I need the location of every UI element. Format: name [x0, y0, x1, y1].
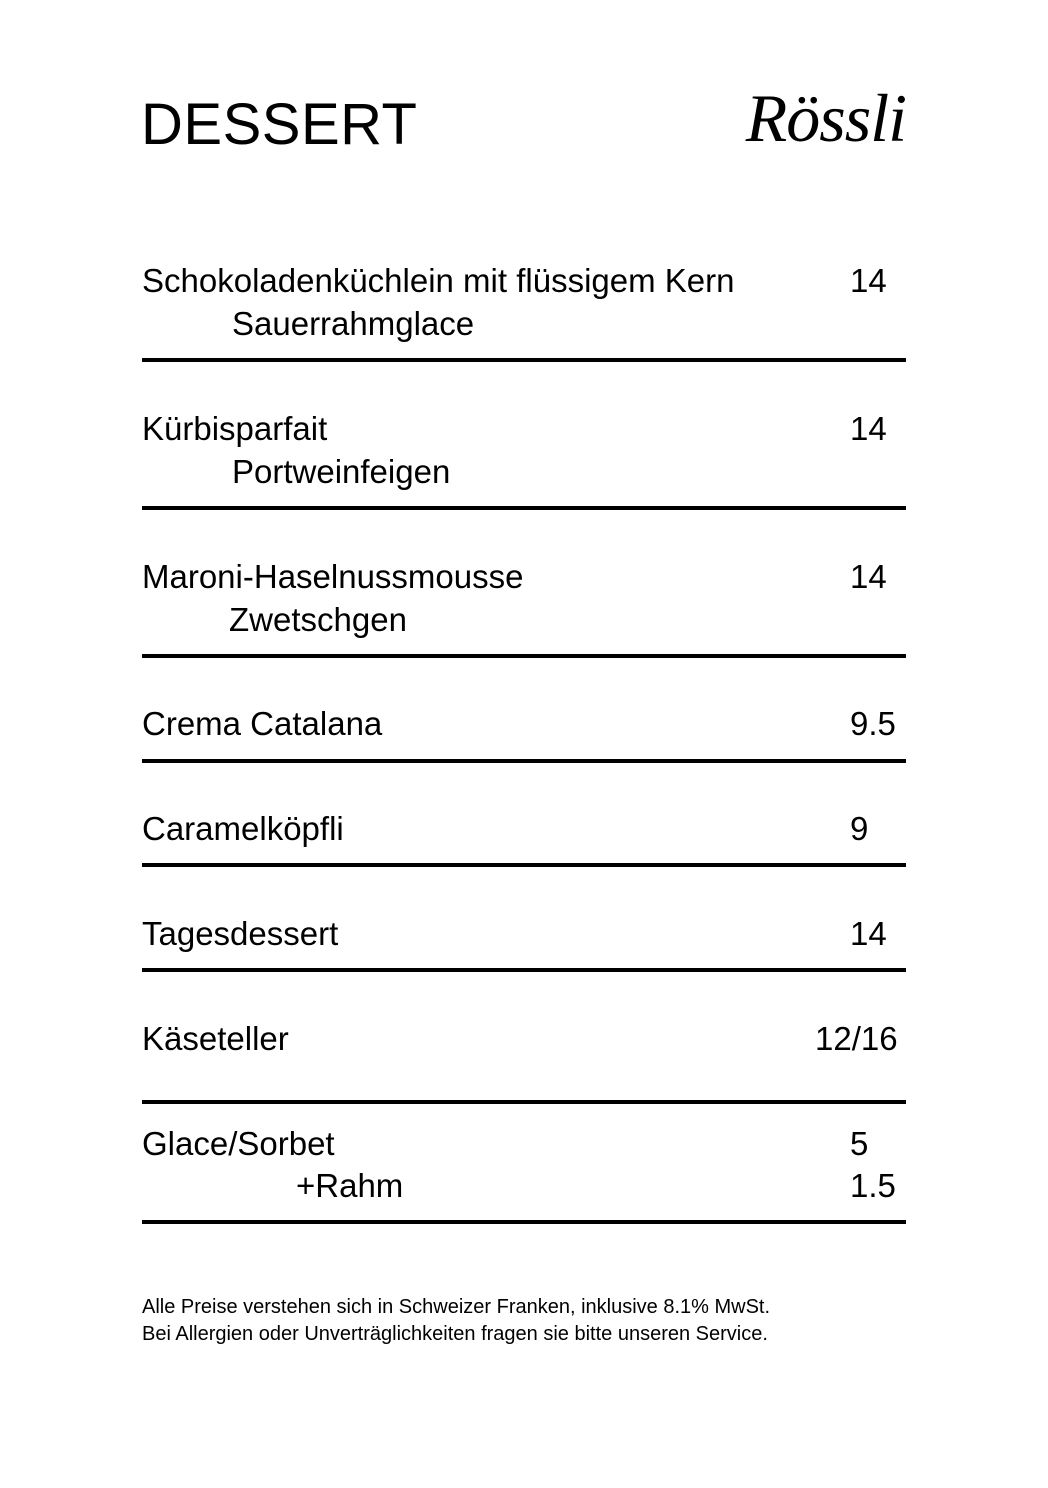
menu-item-name: Maroni-Haselnussmousse: [142, 558, 524, 595]
menu-item-name: Glace/Sorbet: [142, 1125, 335, 1162]
divider: [142, 358, 906, 362]
menu-item-price: 9.5: [850, 705, 896, 742]
footer-line-prices: Alle Preise verstehen sich in Schweizer Franken, inklusive 8.1% MwSt.: [142, 1296, 771, 1318]
menu-item-addon: +Rahm: [296, 1167, 404, 1204]
menu-item-name: Crema Catalana: [142, 705, 383, 742]
menu-item-name: Schokoladenküchlein mit flüssigem Kern: [142, 262, 735, 299]
menu-item-name: Caramelköpfli: [142, 810, 344, 847]
divider: [142, 968, 906, 972]
menu-item-price: 14: [850, 915, 887, 952]
divider: [142, 506, 906, 510]
menu-item-price: 14: [850, 558, 887, 595]
menu-item-price: 14: [850, 262, 887, 299]
footer-line-allergies: Bei Allergien oder Unverträglichkeiten fragen sie bitte unseren Service.: [142, 1323, 768, 1345]
divider: [142, 759, 906, 763]
divider: [142, 654, 906, 658]
restaurant-logo: Rössli: [745, 80, 906, 156]
divider: [142, 1100, 906, 1104]
menu-item-name: Kürbisparfait: [142, 410, 328, 447]
menu-item-price: 14: [850, 410, 887, 447]
footer-notes: [142, 1294, 770, 1348]
menu-item-price: 9: [850, 810, 869, 847]
menu-item-accompaniment: Sauerrahmglace: [232, 305, 475, 342]
menu-item-name: Käseteller: [142, 1020, 289, 1057]
menu-item-accompaniment: Zwetschgen: [229, 601, 407, 638]
divider: [142, 863, 906, 867]
page-title: DESSERT: [141, 92, 418, 157]
menu-item-price: 5: [850, 1125, 869, 1162]
menu-item-price: 12/16: [815, 1020, 898, 1057]
menu-item-accompaniment: Portweinfeigen: [232, 453, 451, 490]
divider: [142, 1220, 906, 1224]
menu-item-name: Tagesdessert: [142, 915, 339, 952]
menu-item-addon-price: 1.5: [850, 1167, 896, 1204]
